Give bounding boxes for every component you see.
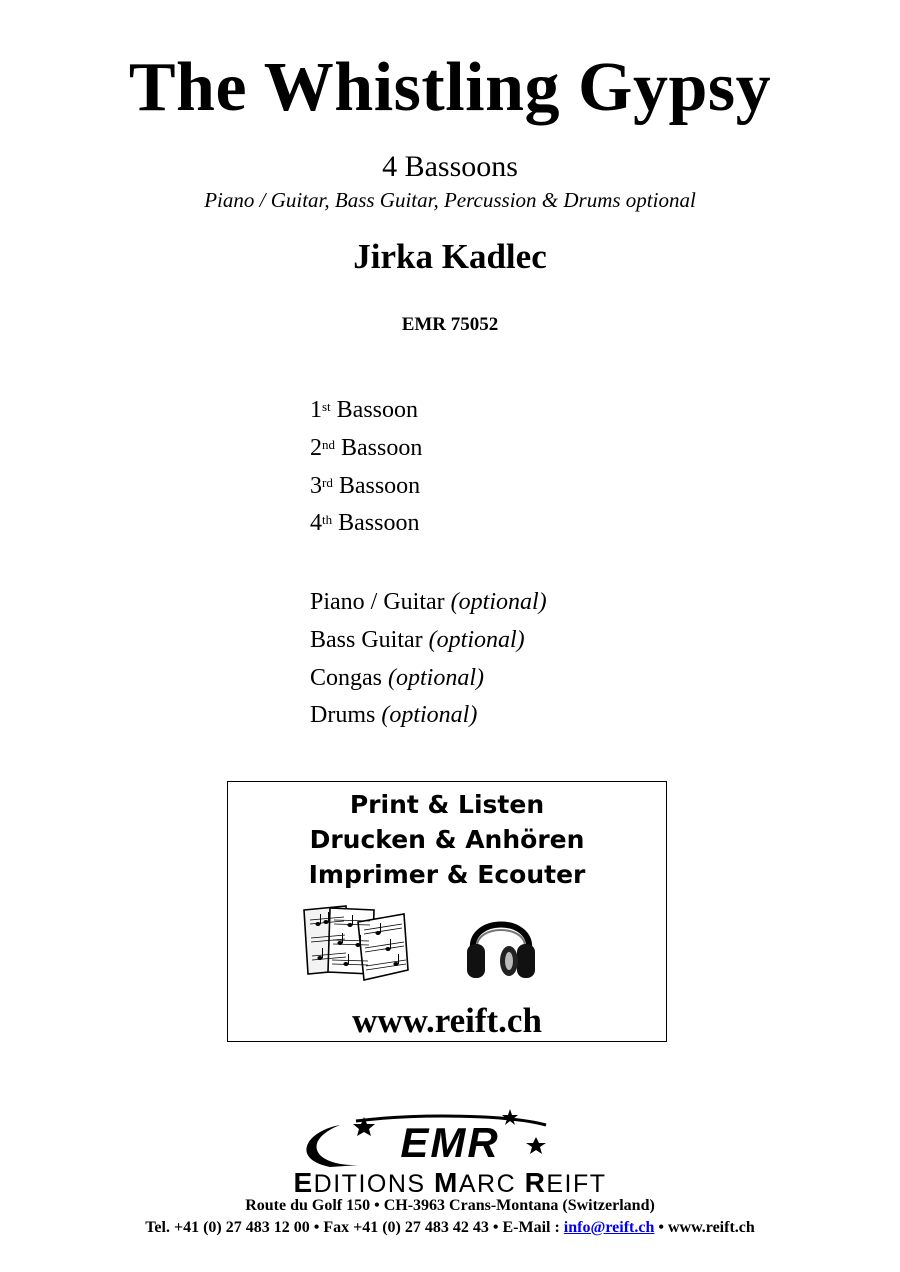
catalog-number: EMR 75052 — [401, 314, 499, 335]
composer-name: Jirka Kadlec — [353, 237, 547, 276]
part-item: Piano / Guitar (optional) — [310, 589, 547, 615]
publisher-contact: Tel. +41 (0) 27 483 12 00 • Fax +41 (0) 27 483 42 43 • E-Mail : info@reift.ch • www.reift.ch — [145, 1219, 755, 1236]
email-link[interactable]: info@reift.ch — [563, 1219, 655, 1236]
part-item: 4th Bassoon — [310, 510, 420, 537]
score-title: The Whistling Gypsy — [128, 49, 772, 126]
promo-line-de: Drucken & Anhören — [309, 825, 585, 854]
bassoon-parts-list — [310, 396, 422, 547]
sheet-music-icon — [300, 904, 410, 982]
logo-text: EMR — [400, 1119, 500, 1166]
part-item: Bass Guitar (optional) — [310, 626, 525, 653]
part-item: 3rd Bassoon — [310, 472, 421, 499]
optional-parts-list — [310, 588, 547, 739]
headphones-icon — [465, 904, 537, 982]
instrumentation-note: Piano / Guitar, Bass Guitar, Percussion & Drums optional — [204, 188, 696, 212]
part-item: Congas (optional) — [310, 664, 484, 691]
part-item: 1st Bassoon — [310, 397, 419, 423]
publisher-name: EDITIONS MARC REIFT — [293, 1167, 607, 1198]
ensemble-subtitle: 4 Bassoons — [382, 150, 518, 183]
part-item: 2nd Bassoon — [310, 434, 423, 461]
publisher-address: Route du Golf 150 • CH-3963 Crans-Montana (Switzerland) — [245, 1197, 655, 1214]
promo-website[interactable]: www.reift.ch — [352, 1001, 542, 1040]
promo-line-fr: Imprimer & Ecouter — [308, 860, 586, 889]
part-item: Drums (optional) — [310, 702, 478, 729]
emr-logo — [300, 1107, 600, 1171]
print-listen-box — [227, 781, 667, 1042]
promo-line-en: Print & Listen — [349, 790, 545, 819]
